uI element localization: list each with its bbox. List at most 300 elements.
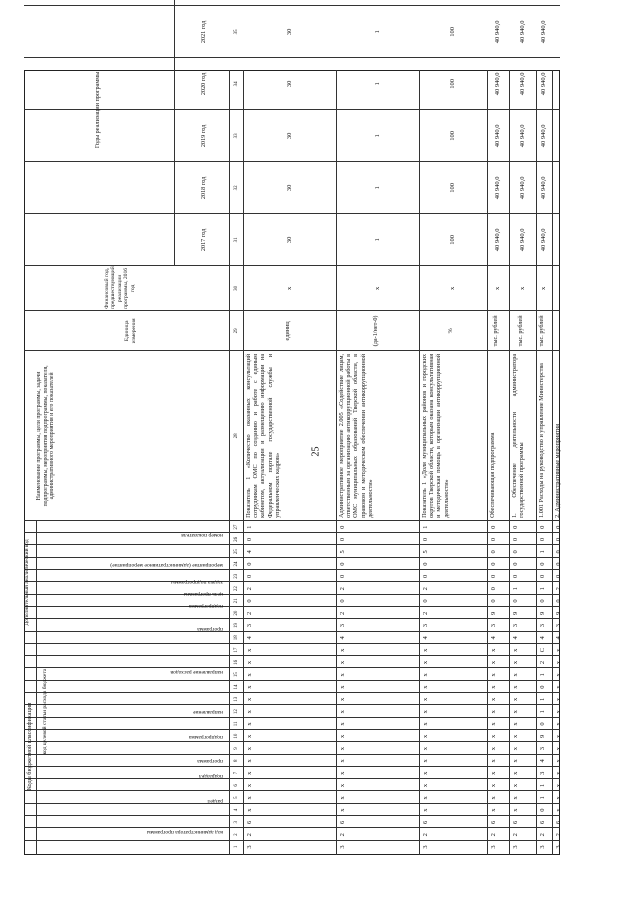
code-digit: х [512, 685, 519, 689]
code-digit: 2 [246, 833, 253, 837]
code-digit: 0 [512, 574, 519, 579]
code-digit: х [246, 759, 253, 763]
row-divider [243, 70, 244, 855]
code-digit: 0 [539, 574, 546, 579]
year-value: 40 940,0 [518, 20, 526, 44]
code-digit: 3 [422, 845, 429, 849]
column-number: 7 [234, 771, 239, 775]
program2-header: программа [197, 625, 223, 632]
row-divider [487, 70, 488, 855]
code-digit: х [490, 710, 497, 714]
year-value: 1 [373, 82, 381, 86]
code-digit: х [555, 685, 562, 689]
year-value: 30 [285, 236, 293, 244]
column-number: 34 [234, 81, 239, 87]
column-number: 6 [234, 784, 239, 787]
code-digit: х [512, 771, 519, 775]
column-number: 17 [234, 647, 239, 653]
column-number: 21 [234, 598, 239, 604]
row-unit: единиц [283, 321, 291, 341]
subsection-header: подраздел [199, 773, 223, 780]
code-digit: х [339, 660, 346, 665]
code-digit: х [512, 697, 519, 702]
code-digit: 3 [339, 623, 346, 628]
code-digit: 3 [555, 623, 562, 628]
code-digit: х [512, 808, 519, 812]
code-digit: х [555, 734, 562, 738]
row-divider [229, 70, 230, 855]
column-divider [24, 643, 560, 644]
column-number: 5 [234, 796, 239, 799]
code-digit: 0 [555, 599, 562, 603]
column-divider [24, 803, 560, 804]
year-header: 2020 год [200, 72, 207, 96]
code-digit: х [422, 808, 429, 812]
code-digit: х [422, 660, 429, 665]
code-digit: 6 [339, 820, 346, 825]
code-digit: 0 [422, 574, 429, 579]
code-digit: х [339, 808, 346, 812]
code-digit: х [490, 734, 497, 738]
code-digit: 2 [246, 611, 253, 615]
column-divider [24, 618, 560, 619]
code-digit: 0 [339, 562, 346, 566]
year-header: 2018 год [200, 176, 207, 200]
row-divider [509, 70, 510, 855]
row-name: 1. Обеспечение деятельности администратора государственной программы [511, 353, 526, 518]
direction-header: направление [193, 709, 223, 716]
column-divider [24, 717, 560, 718]
column-number: 28 [234, 433, 239, 439]
column-divider [24, 729, 560, 730]
code-digit: 0 [512, 550, 519, 554]
code-digit: 0 [422, 562, 429, 566]
row-unit: тыс. рублей [516, 315, 524, 347]
column-number: 9 [234, 747, 239, 750]
code-digit: х [246, 673, 253, 677]
row-name: Показатель 1 «Доля муниципальных районов и городских округов Тверской области, которым оказана консультативная и методическая помощь в организации антикоррупционной деятельности» [421, 353, 450, 518]
code-digit: х [490, 759, 497, 763]
subprogram2-header: подпрограмма [188, 603, 223, 610]
row-divider [419, 70, 420, 855]
year-value: 40 940,0 [494, 176, 501, 200]
code-digit: х [512, 796, 519, 800]
measure-header: мероприятие (административное мероприятие) [110, 561, 223, 568]
year-value: 100 [449, 79, 456, 89]
year-value: 1 [373, 30, 381, 34]
code-digit: 6 [512, 820, 519, 825]
code-digit: х [555, 697, 562, 702]
row-unit: (да-1/нет-0) [371, 315, 379, 347]
code-digit: х [246, 808, 253, 812]
code-digit: 2 [339, 833, 346, 837]
code-digit: 0 [490, 525, 497, 529]
code-digit: х [339, 685, 346, 689]
code-digit: 0 [539, 562, 546, 566]
column-divider [24, 680, 560, 681]
column-divider [24, 520, 560, 521]
year-value: 30 [285, 28, 293, 36]
code-digit: х [422, 648, 429, 652]
column-divider [24, 815, 560, 816]
code-digit: 0 [539, 685, 546, 689]
code-digit: х [339, 722, 346, 726]
year-value: 40 940,0 [518, 176, 526, 200]
row-name: 2. Административные мероприятия [554, 424, 561, 518]
subprogram-header: подпрограмма [188, 733, 223, 740]
row-fin-year: х [540, 286, 547, 291]
column-divider [24, 350, 560, 351]
code-digit: 3 [539, 771, 546, 775]
code-digit: 1 [422, 525, 429, 529]
code-digit: х [422, 734, 429, 738]
code-digit: 4 [339, 636, 346, 640]
column-divider [24, 704, 560, 705]
code-digit: 0 [512, 599, 519, 603]
code-digit: 3 [339, 845, 346, 849]
code-digit: 6 [422, 820, 429, 825]
code-digit: 4 [555, 636, 562, 640]
kbk-title: Коды бюджетной классификации [26, 702, 33, 791]
code-digit: х [246, 746, 253, 751]
code-digit: 3 [246, 845, 253, 849]
year-value: 40 940,0 [540, 228, 547, 252]
code-digit: х [490, 685, 497, 689]
code-digit: 2 [512, 833, 519, 837]
year-value: 40 940,0 [540, 124, 547, 148]
column-number: 16 [234, 659, 239, 665]
code-digit: х [246, 648, 253, 652]
code-digit: 0 [339, 574, 346, 579]
column-divider [24, 594, 560, 595]
code-digit: 1 [539, 710, 546, 714]
code-digit: х [422, 796, 429, 800]
row-name: Административное мероприятие 2.005 «Содействие лицам, ответственным за организацию антикоррупционной работы в ОМС муниципальных образований Тверской области, в правовом и методическом обеспечении антикоррупционной деятельности» [338, 353, 374, 518]
code-digit: 2 [422, 587, 429, 591]
column-number: 3 [234, 821, 239, 824]
year-value [374, 0, 381, 6]
column-divider [24, 766, 560, 767]
row-unit: % [447, 328, 454, 334]
column-number: 27 [234, 524, 239, 530]
code-digit: 1 [512, 587, 519, 591]
code-digit: х [339, 783, 346, 788]
year-value: 40 940,0 [494, 72, 501, 96]
code-digit: 0 [246, 562, 253, 566]
column-number: 31 [234, 237, 239, 243]
year-value: 100 [449, 27, 456, 37]
column-number: 30 [234, 285, 239, 291]
code-digit: х [246, 783, 253, 788]
code-digit: 1 [539, 550, 546, 554]
code-digit: 2 [422, 611, 429, 615]
code-digit: х [339, 771, 346, 775]
code-digit: 9 [555, 611, 562, 615]
task-header: задача подпрограммы [171, 578, 223, 585]
row-name: Показатель 1 «Количество оказанных консультаций сотрудникам ОМС по созданию и работе с единым кабинетом, актуализации и размещению информации на Федеральном портале государственной службы и управленческих кадров» [245, 353, 281, 518]
code-digit: 0 [490, 587, 497, 591]
row-fin-year: х [494, 286, 501, 291]
kbk-header-line [36, 644, 37, 855]
admin-code-header: код администратора программы [146, 828, 223, 835]
code-digit: 4 [512, 636, 519, 640]
code-digit: 0 [539, 525, 546, 529]
year-value: 40 940,0 [518, 228, 526, 252]
code-digit: 0 [539, 808, 546, 812]
column-number: 12 [234, 709, 239, 715]
code-digit: 3 [539, 623, 546, 628]
code-digit: 2 [490, 833, 497, 837]
code-digit: 2 [422, 833, 429, 837]
row-divider [552, 70, 553, 855]
column-divider [24, 655, 560, 656]
row-divider [336, 70, 337, 855]
code-digit: 9 [539, 611, 546, 615]
code-digit: 9 [512, 611, 519, 615]
code-digit: х [339, 746, 346, 751]
code-digit: х [246, 685, 253, 689]
year-value: 30 [285, 132, 293, 140]
code-digit: 3 [539, 746, 546, 751]
code-digit: х [555, 722, 562, 726]
row-name: Обеспечивающая подпрограмма [489, 432, 496, 518]
code-digit: 2 [555, 587, 562, 591]
code-digit: 4 [246, 550, 253, 554]
column-divider [24, 827, 560, 828]
year-value: 40 940,0 [540, 176, 547, 200]
column-number: 1 [234, 845, 239, 849]
year-value: 40 940,0 [518, 72, 526, 96]
code-digit: 3 [490, 845, 497, 849]
column-number: 14 [234, 684, 239, 690]
year-value: 40 940,0 [540, 72, 547, 96]
year-value: 30 [285, 184, 293, 192]
code-digit: 1 [246, 525, 253, 529]
column-divider [24, 791, 560, 792]
row-name: 1.001 Расходы на руководство и управление Министерства [538, 363, 545, 518]
code-digit: 3 [539, 845, 546, 849]
code-digit: 1 [539, 697, 546, 702]
addcode-header-line [36, 521, 37, 644]
code-digit: 9 [490, 611, 497, 615]
row-fin-year: х [285, 286, 293, 291]
column-divider [24, 840, 560, 841]
code-digit: х [246, 710, 253, 714]
additional-code-title: Дополнительный аналитический код [24, 539, 30, 626]
code-digit: 4 [539, 636, 546, 640]
column-divider [24, 581, 560, 582]
code-digit: х [512, 783, 519, 788]
code-digit: 4 [490, 636, 497, 640]
code-digit: х [512, 759, 519, 763]
code-digit: 4 [246, 636, 253, 640]
column-number: 35 [234, 29, 239, 35]
year-value [494, 0, 501, 6]
code-digit: х [339, 673, 346, 677]
program-header: программа [197, 758, 223, 765]
code-digit: С [539, 648, 546, 653]
year-value: 40 940,0 [540, 20, 547, 44]
year-value [449, 0, 456, 6]
code-digit: 0 [512, 525, 519, 529]
column-number: 10 [234, 733, 239, 739]
code-digit: 3 [512, 623, 519, 628]
code-digit: 6 [555, 820, 562, 825]
column-number: 29 [234, 328, 239, 334]
code-digit: х [246, 660, 253, 665]
code-digit: х [490, 808, 497, 812]
year-value: 1 [373, 134, 381, 138]
code-digit: х [512, 722, 519, 726]
year-value [286, 0, 293, 6]
code-digit: 0 [422, 599, 429, 603]
code-digit: 2 [246, 587, 253, 591]
code-digit: 2 [539, 833, 546, 837]
code-digit: х [339, 759, 346, 763]
code-digit: х [555, 710, 562, 714]
budget-table [24, 20, 562, 855]
year-value: 40 940,0 [494, 20, 501, 44]
section-header: раздел [207, 797, 223, 804]
code-digit: х [512, 660, 519, 665]
code-digit: х [422, 783, 429, 788]
code-digit: 6 [246, 820, 253, 825]
year-header: 2017 год [200, 228, 207, 252]
code-digit: 2 [555, 833, 562, 837]
code-digit: х [246, 697, 253, 702]
column-number: 8 [234, 759, 239, 763]
column-number: 23 [234, 573, 239, 579]
column-number: 32 [234, 185, 239, 191]
code-digit: 0 [490, 537, 497, 542]
code-digit: 0 [490, 562, 497, 566]
code-digit: 2 [339, 587, 346, 591]
code-digit: 0 [246, 599, 253, 603]
target-article-title: код целевой статьи расхода бюджета [42, 668, 48, 755]
year-value: 40 940,0 [518, 124, 526, 148]
row-fin-year: х [449, 286, 456, 291]
page-number: 25 [310, 446, 322, 457]
code-digit: х [512, 734, 519, 738]
column-number: 24 [234, 561, 239, 567]
code-digit: х [555, 673, 562, 677]
expense-dir-header: направление расходов [170, 668, 223, 675]
code-digit: х [422, 722, 429, 726]
unit-column-header: Единица измерения [124, 318, 138, 344]
year-value: 100 [449, 183, 456, 193]
code-digit: х [555, 796, 562, 800]
code-digit: х [555, 759, 562, 763]
code-digit: 0 [555, 562, 562, 566]
code-digit: х [555, 660, 562, 665]
code-digit: х [339, 734, 346, 738]
fin-year-column-header: Финансовый год, предшествующий реализации программы, 2016 год [104, 266, 136, 309]
years-header-line [174, 0, 175, 266]
code-digit: 3 [422, 623, 429, 628]
column-number: 2 [234, 833, 239, 836]
code-digit: 0 [490, 550, 497, 554]
code-digit: 0 [490, 599, 497, 603]
column-divider [24, 668, 560, 669]
code-digit: 0 [490, 574, 497, 579]
code-digit: 0 [555, 525, 562, 529]
year-value: 40 940,0 [494, 228, 501, 252]
code-digit: 0 [539, 599, 546, 603]
code-digit: 1 [539, 587, 546, 591]
code-digit: 0 [555, 574, 562, 579]
code-digit: х [490, 648, 497, 652]
code-digit: 0 [539, 537, 546, 542]
code-digit: 6 [539, 820, 546, 825]
column-divider [24, 631, 560, 632]
year-value: 30 [285, 80, 293, 88]
code-digit: х [422, 685, 429, 689]
code-digit: х [339, 710, 346, 714]
code-digit: х [339, 697, 346, 702]
code-digit: х [422, 710, 429, 714]
column-divider [24, 557, 560, 558]
code-digit: 5 [339, 550, 346, 554]
code-digit: х [512, 648, 519, 652]
column-divider [24, 606, 560, 607]
code-digit: 3 [246, 623, 253, 628]
column-number: 19 [234, 622, 239, 628]
column-number: 26 [234, 536, 239, 542]
code-digit: х [555, 783, 562, 788]
row-divider [536, 70, 537, 855]
name-column-header: Наименование программы, цели программы, задачи подпрограммы, мероприятия подпрограммы, показателя, административного мероприятия и его показателей [36, 365, 56, 507]
code-digit: х [490, 697, 497, 702]
column-number: 13 [234, 696, 239, 702]
code-digit: х [490, 660, 497, 665]
column-number: 20 [234, 610, 239, 616]
code-digit: х [422, 759, 429, 763]
code-digit: х [422, 673, 429, 677]
code-digit: 0 [246, 574, 253, 579]
column-number: 25 [234, 549, 239, 555]
year-header [200, 0, 207, 6]
code-digit: 0 [422, 537, 429, 542]
code-digit: 0 [339, 599, 346, 603]
year-value: 40 940,0 [494, 124, 501, 148]
code-digit: 2 [339, 611, 346, 615]
code-digit: 3 [512, 845, 519, 849]
year-header: 2019 год [200, 124, 207, 148]
code-digit: 3 [490, 623, 497, 628]
year-header: 2021 год [200, 20, 207, 44]
code-digit: х [512, 746, 519, 751]
column-divider [24, 569, 560, 570]
year-value: 100 [449, 131, 456, 141]
code-digit: х [246, 734, 253, 738]
code-digit: х [246, 771, 253, 775]
goal-header: цель программы [183, 591, 223, 598]
column-divider [24, 778, 560, 779]
code-digit: 0 [539, 722, 546, 726]
code-digit: 2 [539, 660, 546, 665]
code-digit: 1 [539, 673, 546, 677]
code-digit: х [555, 648, 562, 652]
column-divider [24, 692, 560, 693]
code-digit: х [490, 722, 497, 726]
code-digit: х [422, 771, 429, 775]
row-fin-year: х [518, 286, 526, 291]
code-digit: 9 [539, 734, 546, 738]
code-digit: 5 [422, 550, 429, 554]
code-digit: 0 [246, 537, 253, 542]
code-digit: 0 [512, 562, 519, 566]
code-digit: х [490, 673, 497, 677]
